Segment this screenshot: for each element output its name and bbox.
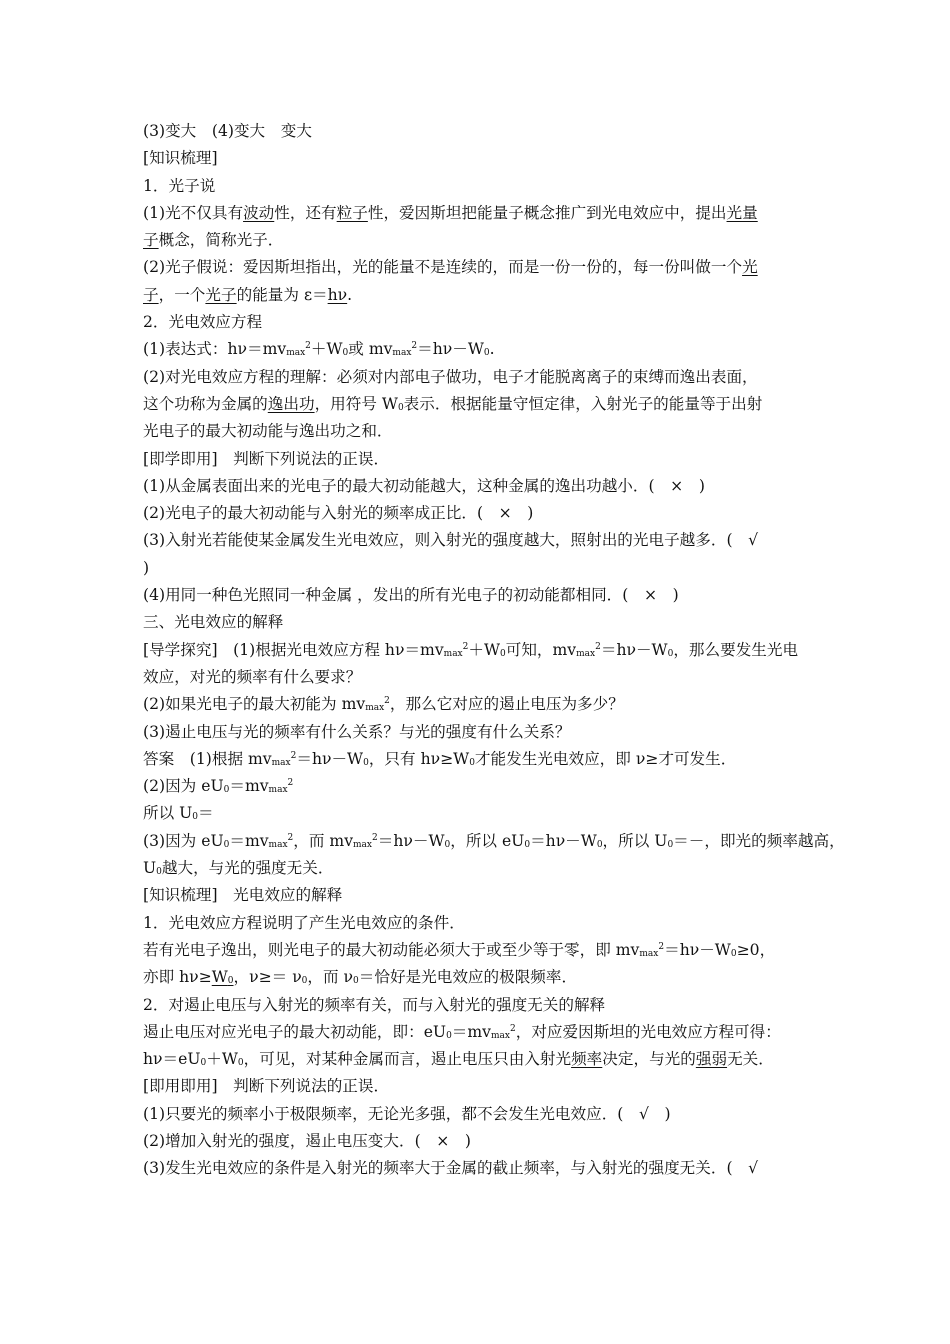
section-tag-practice-2: [即用即用] 判断下列说法的正误． xyxy=(143,1077,390,1096)
blank-photon-b: 子 xyxy=(143,285,159,304)
answer-2: (2)因为 $eU_0=mv_{max}^2$ xyxy=(143,777,294,796)
photon-hypothesis-line-1: (2)光子假说：爱因斯坦指出，光的能量不是连续的，而是一份一份的，每一份叫做一个光 xyxy=(143,258,758,277)
heading-equation: 2．光电效应方程 xyxy=(143,313,263,332)
equation-understanding-3: 光电子的最大初动能与逸出功之和． xyxy=(143,422,393,441)
section-tag-knowledge: [知识梳理] xyxy=(143,149,218,168)
section-tag-practice-1: [即学即用] 判断下列说法的正误． xyxy=(143,449,390,468)
guided-inquiry-1b: 效应，对光的频率有什么要求？ xyxy=(143,667,362,686)
explanation-2-line-1: 遏止电压对应光电子的最大初动能，即：$eU_0=mv_{max}^2$，对应爱因斯坦的光电效应方程可得： xyxy=(143,1022,781,1041)
judge2-item-2: (2)增加入射光的强度，遏止电压变大．( × ) xyxy=(143,1131,472,1150)
guided-inquiry-1: [导学探究] (1)根据光电效应方程 $h\nu=mv_{max}^2+W_0$可知，$mv_{max}^2=h\nu-W_0$，那么要发生光电 xyxy=(143,640,799,659)
blank-photon-a: 光 xyxy=(742,258,758,277)
blank-particle: 粒子 xyxy=(336,203,368,222)
blank-h-nu: hν xyxy=(327,285,348,304)
guided-inquiry-2: (2)如果光电子的最大初能为 $mv_{max}^2$，那么它对应的遏止电压为多少？ xyxy=(143,695,624,714)
judge-item-4: (4)用同一种色光照同一种金属 ，发出的所有光电子的初动能都相同．( × ) xyxy=(143,586,679,605)
explanation-1-line-1: 若有光电子逸出，则光电子的最大初动能必须大于或至少等于零，即 $mv_{max}^2=h\nu-W_0\ge 0$， xyxy=(143,940,776,959)
equation-understanding-2: 这个功称为金属的逸出功，用符号 $W_0$表示．根据能量守恒定律，入射光子的能量等于出射 xyxy=(143,394,763,413)
blank-w0: $W_0$ xyxy=(211,968,234,987)
explanation-2-heading: 2．对遏止电压与入射光的频率有关，而与入射光的强度无关的解释 xyxy=(143,995,606,1014)
blank-frequency: 频率 xyxy=(571,1050,603,1069)
blank-wave: 波动 xyxy=(243,203,275,222)
heading-photon-theory: 1．光子说 xyxy=(143,176,216,195)
judge-item-3-close: ) xyxy=(143,558,150,577)
judge-item-2: (2)光电子的最大初动能与入射光的频率成正比．( × ) xyxy=(143,504,534,523)
equation-understanding-1: (2)对光电效应方程的理解：必须对内部电子做功，电子才能脱离离子的束缚而逸出表面， xyxy=(143,367,758,386)
blank-intensity: 强弱 xyxy=(695,1050,728,1069)
judge2-item-3: (3)发生光电效应的条件是入射光的频率大于金属的截止频率，与入射光的强度无关．( √ xyxy=(143,1159,759,1178)
explanation-1-heading: 1．光电效应方程说明了产生光电效应的条件． xyxy=(143,913,465,932)
guided-inquiry-3: (3)遏止电压与光的频率有什么关系？与光的强度有什么关系？ xyxy=(143,722,571,741)
answer-3b: $U_0$越大，与光的强度无关． xyxy=(143,859,334,878)
judge-item-3: (3)入射光若能使某金属发生光电效应，则入射光的强度越大，照射出的光电子越多．( √ xyxy=(143,531,759,550)
blank-work-function: 逸出功 xyxy=(267,394,315,413)
judge-item-1: (1)从金属表面出来的光电子的最大初动能越大，这种金属的逸出功越小．( × ) xyxy=(143,476,705,495)
document-page xyxy=(143,118,845,1183)
photon-theory-line-2: 子概念，简称光子． xyxy=(143,231,284,250)
explanation-1-line-2: 亦即 $h\nu\ge W_0$，$\nu\ge= \nu_0$，而 $\nu_0=$恰好是光电效应的极限频率． xyxy=(143,968,578,987)
blank-photon-concept-b: 子 xyxy=(143,231,159,250)
photon-hypothesis-line-2: 子，一个光子的能量为 ε＝hν. xyxy=(143,285,353,304)
blank-photon-c: 光子 xyxy=(205,285,237,304)
answer-3: (3)因为 $eU_0=mv_{max}^2$，而 $mv_{max}^2=h\nu-W_0$，所以 $eU_0=h\nu-W_0$，所以 $U_0=-$，即光的频率越高， xyxy=(143,831,845,850)
section-tag-knowledge-2: [知识梳理] 光电效应的解释 xyxy=(143,886,343,905)
equation-expression: (1)表达式：$h\nu=mv_{max}^2+W_0$或 $mv_{max}^2=h\nu-W_0$. xyxy=(143,340,495,359)
answer-1: 答案 (1)根据 $mv_{max}^2=h\nu-W_0$，只有 $h\nu\ge W_0$才能发生光电效应，即 ν≥才可发生． xyxy=(143,749,737,768)
judge2-item-1: (1)只要光的频率小于极限频率，无论光多强，都不会发生光电效应．( √ ) xyxy=(143,1104,671,1123)
photon-theory-line-1: (1)光不仅具有波动性，还有粒子性，爱因斯坦把能量子概念推广到光电效应中，提出光量 xyxy=(143,203,758,222)
answer-line-3-4: (3)变大 (4)变大 变大 xyxy=(143,122,312,140)
heading-section-3: 三、光电效应的解释 xyxy=(143,613,284,632)
answer-2b: 所以 $U_0=$ xyxy=(143,804,214,823)
explanation-2-line-2: $h\nu=eU_0+W_0$，可见，对某种金属而言，遏止电压只由入射光频率决定，与光的强弱无关． xyxy=(143,1050,774,1069)
blank-photon-concept-a: 光量 xyxy=(726,203,758,222)
